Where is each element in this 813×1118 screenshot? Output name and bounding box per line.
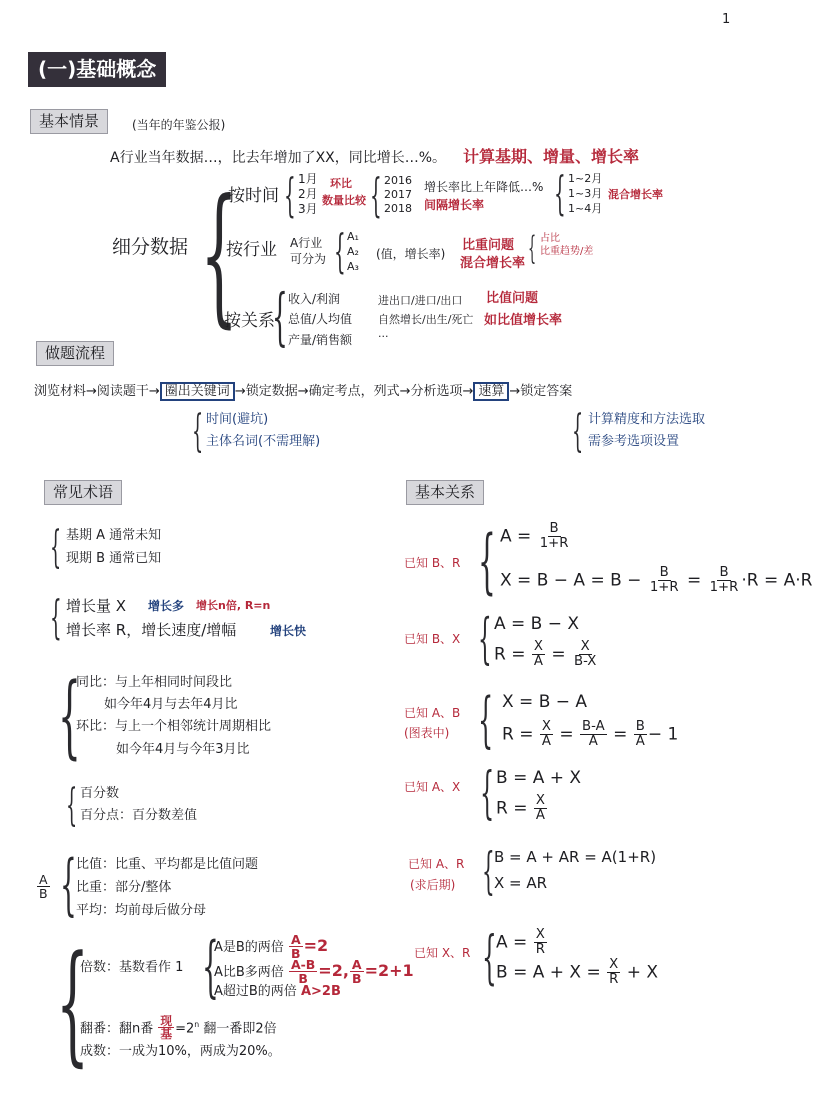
yoy-definition: 同比：与上年相同时间段比: [76, 675, 233, 690]
f1a: A =: [500, 526, 532, 547]
multiple-1-eq: =2: [303, 936, 329, 956]
known-br: 已知 B、R: [404, 556, 461, 570]
f3a-den: A: [541, 733, 551, 749]
base-period: 基期 A 通常未知: [66, 528, 162, 543]
known-bx: 已知 B、X: [404, 632, 461, 646]
multiple-label: 倍数：基数看作 1: [80, 960, 184, 975]
multiple-outer-brace: {: [56, 927, 90, 1079]
f3c-den: A: [635, 733, 645, 749]
multiple-2: [214, 958, 414, 985]
f5-line-b: X = AR: [494, 874, 548, 892]
f2b: R =: [494, 644, 526, 665]
months-brace: {: [284, 168, 296, 222]
flow-quickcalc-box: 速算: [473, 382, 509, 401]
f6-frac-b: [607, 958, 620, 987]
basic-scenario-header: 基本情景: [30, 109, 108, 134]
trade-1: 进出口/进口/出口: [378, 294, 463, 307]
known-ax: 已知 A、X: [404, 780, 461, 794]
subdivision-label: 细分数据: [112, 236, 189, 258]
ratio-growth: 如比值增长率: [484, 313, 563, 328]
relation-pair-1: 收入/利润: [288, 292, 341, 306]
month-2: 2月: [298, 187, 318, 201]
flip-a: 翻番：翻n番: [80, 1021, 154, 1037]
ratio-share: 比重：部分/整体: [76, 880, 172, 895]
f1-eq: =: [686, 570, 702, 591]
mixed-growth-2: 混合增长率: [460, 256, 526, 271]
flow-steps-a: 浏览材料→阅读题干→: [34, 384, 160, 399]
industry-values: (值，增长率): [376, 247, 446, 261]
known-bx-brace: {: [478, 607, 492, 670]
f3b: R =: [502, 724, 534, 745]
known-ar-later: (求后期): [410, 878, 456, 892]
mom-definition: 环比：与上一个相邻统计周期相比: [76, 719, 272, 734]
industry-sub-2: A₂: [347, 245, 359, 258]
flow-note-options: 需参考选项设置: [588, 434, 680, 449]
relation-pair-3: 产量/销售额: [288, 333, 353, 347]
f2a-num: X: [533, 639, 543, 654]
f1-frac-b: [648, 566, 681, 595]
f1-num: B: [549, 521, 559, 536]
multiple-2-num-b: A: [351, 957, 362, 972]
interval-growth: 间隔增长率: [424, 198, 485, 212]
compare-huanbi: 环比: [330, 177, 352, 190]
flow-header: 做题流程: [36, 341, 114, 366]
multiple-1-text: A是B的两倍: [214, 940, 284, 956]
period-2: 1~3月: [568, 187, 603, 200]
f1c-num: B: [719, 565, 729, 580]
relation-pair-2: 总值/人均值: [288, 312, 353, 326]
industry-split-1: A行业: [290, 236, 323, 250]
f1b-num: B: [659, 565, 669, 580]
flow-line: [34, 384, 572, 400]
f4-frac: [534, 794, 547, 823]
flow-steps-b: →锁定数据→确定考点，列式→分析选项→: [234, 384, 474, 399]
f6b-num: X: [609, 957, 619, 972]
multiple-2-den-b: B: [351, 971, 362, 987]
page-title: (一)基础概念: [28, 52, 166, 87]
known-br-brace: {: [478, 520, 496, 602]
percent-brace: {: [66, 780, 78, 831]
f6-frac-a: [534, 928, 547, 957]
growth-rate-tag: 增长快: [270, 624, 307, 638]
f3b-num: B-A: [582, 719, 605, 734]
trend-text: 增长率比上年降低…%: [424, 180, 544, 194]
flow-steps-c: →锁定答案: [509, 384, 573, 399]
f3-line-a: X = B − A: [502, 692, 588, 712]
period-1: 1~2月: [568, 172, 603, 185]
flip-eq: =: [175, 1021, 186, 1037]
yoy-brace: {: [58, 664, 81, 769]
percent: 百分数: [80, 786, 120, 801]
f6a-num: X: [535, 927, 545, 942]
multiple-2-eq-a: =2,: [318, 961, 349, 981]
multiple-1-num: A: [290, 932, 301, 947]
f2-line-a: A = B − X: [494, 614, 580, 634]
mom-example: 如今年4月与今年3月比: [116, 742, 250, 757]
f1-line-a: [500, 522, 571, 551]
flow-keywords-box: 圈出关键词: [160, 382, 235, 401]
flip-frac: [158, 1015, 174, 1041]
year-2016: 2016: [384, 174, 412, 187]
f6-line-a: [496, 928, 548, 957]
f5-line-a: B = A + AR = A(1+R): [494, 848, 657, 866]
basic-targets: 计算基期、增量、增长率: [463, 147, 640, 166]
percent-point: 百分点：百分数差值: [80, 808, 198, 823]
share-trend-1: 占比: [540, 233, 560, 244]
f6b-den: R: [609, 971, 619, 987]
year-2018: 2018: [384, 202, 412, 215]
f4b: R =: [496, 798, 528, 819]
f2-eq: =: [551, 644, 566, 665]
flip-den: 基: [160, 1027, 173, 1042]
industry-sub-3: A₃: [347, 260, 359, 273]
year-2017: 2017: [384, 188, 412, 201]
f3c: − 1: [647, 724, 679, 745]
mixed-growth: 混合增长率: [608, 188, 663, 201]
period-3: 1~4月: [568, 202, 603, 215]
f3a-num: X: [541, 719, 551, 734]
known-ab-brace: {: [478, 685, 494, 755]
known-ab-chart: (图表中): [404, 726, 450, 740]
industry-split-2: 可分为: [290, 252, 327, 266]
flip-num: 现: [160, 1014, 173, 1028]
multiple-2-num-a: A-B: [290, 957, 316, 972]
trade-3: ···: [378, 330, 389, 343]
known-xr: 已知 X、R: [414, 946, 471, 960]
flip-exp: n: [194, 1019, 200, 1029]
ratio-den: B: [39, 886, 48, 902]
f3-line-b: [502, 720, 678, 749]
f1-line-b: [500, 566, 813, 595]
by-time-label: 按时间: [228, 186, 279, 206]
f2b-den: B-X: [574, 653, 597, 669]
ratio-value: 比值：比重、平均都是比值问题: [76, 857, 259, 872]
f3b-den: A: [588, 733, 598, 749]
f1-frac: [538, 522, 571, 551]
f2-frac-b: [572, 640, 598, 669]
f6a: A =: [496, 932, 528, 953]
f3-eq-2: =: [613, 724, 628, 745]
f2-frac-a: [532, 640, 545, 669]
base-brace: {: [50, 522, 62, 573]
industry-brace: {: [334, 224, 346, 278]
multiple-2-den-a: B: [298, 971, 308, 987]
known-ab: 已知 A、B: [404, 706, 461, 720]
f1c: ·R = A·R: [741, 570, 813, 591]
periods-brace: {: [554, 166, 566, 220]
by-relation-label: 按关系: [224, 311, 275, 331]
ratio-fraction: [37, 873, 50, 900]
yoy-example: 如今年4月与去年4月比: [104, 697, 238, 712]
flow-left-brace: {: [192, 406, 204, 457]
known-ax-brace: {: [480, 761, 495, 826]
share-trend-2: 比重趋势/差: [540, 246, 594, 257]
relation-brace: {: [272, 280, 288, 353]
growth-brace: {: [50, 590, 62, 644]
flip: [80, 1015, 277, 1041]
multiple-3-text: A超过B的两倍: [214, 984, 297, 999]
subdivision-brace: {: [200, 168, 239, 342]
f6a-den: R: [535, 941, 545, 957]
multiple-1-den: B: [291, 946, 301, 962]
f6c: + X: [626, 962, 659, 983]
f3c-num: B: [635, 719, 645, 734]
multiple-2-text: A比B多两倍: [214, 965, 284, 981]
ratio-brace: {: [60, 846, 77, 923]
f3-frac-c: [634, 720, 647, 749]
flow-note-subject: 主体名词(不需理解): [206, 434, 321, 449]
growth-amount-tag: 增长多: [148, 599, 185, 613]
f3-frac-b: [580, 720, 607, 749]
trend-brace: {: [528, 229, 537, 267]
terms-header: 常见术语: [44, 480, 122, 505]
years-brace: {: [370, 168, 382, 222]
multiple-2-frac-b: [350, 958, 364, 985]
f3-frac-a: [540, 720, 553, 749]
ratio-value-problem: 比值问题: [486, 291, 539, 306]
page-number: 1: [722, 12, 731, 27]
f2-line-b: [494, 640, 599, 669]
f4-den: A: [535, 807, 545, 823]
multiple-2-frac-a: [289, 958, 317, 985]
growth-amount-red: 增长n倍, R=n: [196, 599, 271, 612]
flow-note-precision: 计算精度和方法选取: [588, 412, 706, 427]
current-period: 现期 B 通常已知: [66, 551, 162, 566]
multiple-3-red: A>2B: [300, 984, 341, 999]
known-xr-brace: {: [482, 923, 497, 991]
f6b: B = A + X =: [496, 962, 601, 983]
known-ar-brace: {: [482, 842, 495, 900]
f1-frac-c: [708, 566, 741, 595]
flip-c: 翻一番即2倍: [203, 1021, 277, 1037]
growth-rate: 增长率 R，增长速度/增幅: [66, 621, 237, 639]
f6-line-b: [496, 958, 658, 987]
known-ar: 已知 A、R: [408, 857, 465, 871]
basic-sentence: A行业当年数据…，比去年增加了XX，同比增长…%。: [110, 150, 447, 166]
flow-right-brace: {: [572, 406, 584, 457]
f2a-den: A: [533, 653, 543, 669]
f3-eq-1: =: [559, 724, 574, 745]
relations-header: 基本关系: [406, 480, 484, 505]
industry-sub-1: A₁: [347, 230, 359, 243]
flip-two: 2: [186, 1021, 195, 1037]
f1-den: 1+R: [539, 535, 569, 551]
f4-line-b: [496, 794, 548, 823]
f1c-den: 1+R: [709, 579, 739, 595]
multiple-brace: {: [202, 928, 219, 1005]
multiple-2-eq-b: =2+1: [364, 961, 414, 981]
cheng-shu: 成数：一成为10%，两成为20%。: [80, 1044, 281, 1059]
month-1: 1月: [298, 172, 318, 186]
by-industry-label: 按行业: [226, 240, 277, 260]
month-3: 3月: [298, 202, 318, 216]
flow-note-time: 时间(避坑): [206, 412, 269, 427]
ratio-num: A: [39, 872, 48, 887]
f4-line-a: B = A + X: [496, 768, 582, 788]
f1b-den: 1+R: [649, 579, 679, 595]
f1b: X = B − A = B −: [500, 570, 642, 591]
growth-amount: 增长量 X: [66, 597, 127, 615]
multiple-3: [214, 984, 341, 1000]
trade-2: 自然增长/出生/死亡: [378, 313, 474, 326]
f2b-num: X: [580, 639, 590, 654]
compare-quantity: 数量比较: [322, 194, 366, 207]
ratio-average: 平均：均前母后做分母: [76, 903, 207, 918]
basic-scenario-note: (当年的年鉴公报): [132, 118, 226, 132]
f4-num: X: [535, 793, 545, 808]
ratio-problem: 比重问题: [462, 238, 515, 253]
ratio-a-over-b: [36, 873, 51, 900]
